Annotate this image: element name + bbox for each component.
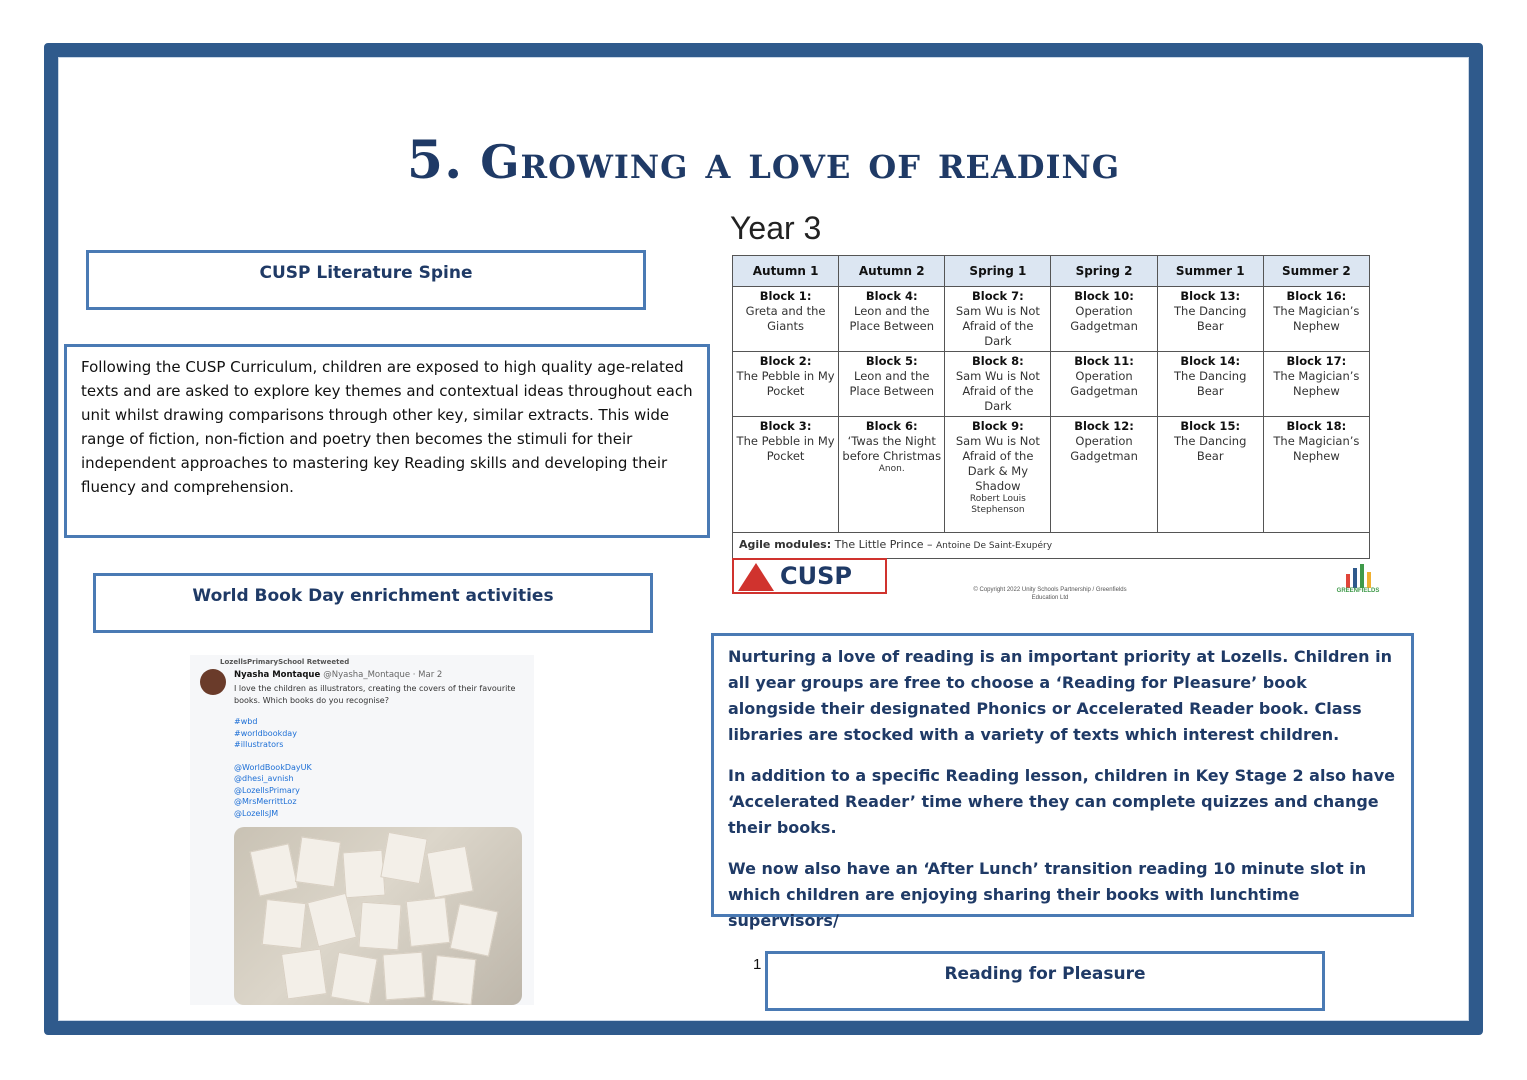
agile-modules-cell: [733, 533, 1370, 559]
column-header: Spring 2: [1051, 256, 1157, 287]
book-cover-drawing: [281, 948, 327, 999]
wbd-heading-box: [93, 573, 653, 633]
block-number: Block 10:: [1074, 289, 1134, 303]
table-row: [733, 287, 1370, 352]
book-title: Leon and the Place Between: [849, 369, 935, 398]
table-cell: [839, 287, 945, 352]
block-number: Block 3:: [759, 419, 812, 433]
year-label: Year 3: [730, 210, 822, 246]
book-cover-drawing: [262, 899, 307, 949]
reading-pleasure-heading-box: [765, 951, 1325, 1011]
block-number: Block 4:: [865, 289, 918, 303]
book-title: The Magician’s Nephew: [1273, 434, 1360, 463]
block-number: Block 7:: [972, 289, 1024, 303]
block-number: Block 16:: [1286, 289, 1347, 303]
tweet-author: [234, 670, 442, 680]
cusp-spine-paragraph: Following the CUSP Curriculum, children are exposed to high quality age-related texts and are asked to explore key themes and contextual ideas throughout each unit whilst drawing comparisons through other key, similar extracts. This wide range of fiction, non-fiction and poetry then becomes the stimuli for their independent approaches to mastering key Reading skills and developing their fluency and comprehension.: [81, 358, 693, 496]
table-cell: [1051, 417, 1157, 533]
tweet-text: I love the children as illustrators, creating the covers of their favourite books. Which books do you recognise?: [234, 684, 516, 705]
tweet-author-name: Nyasha Montaque: [234, 670, 321, 680]
table-row: [733, 417, 1370, 533]
retweet-label: LozellsPrimarySchool Retweeted: [220, 658, 350, 666]
column-header: Summer 1: [1157, 256, 1263, 287]
table-cell: [1263, 352, 1369, 417]
book-cover-drawing: [450, 903, 499, 956]
greenfields-logo: [1336, 560, 1380, 598]
block-number: Block 18:: [1286, 419, 1347, 433]
block-number: Block 5:: [865, 354, 918, 368]
block-number: Block 8:: [972, 354, 1024, 368]
table-cell: [1051, 352, 1157, 417]
book-title: The Pebble in My Pocket: [736, 369, 835, 398]
title-text: Growing a love of reading: [480, 135, 1121, 189]
book-author: Anon.: [878, 464, 905, 474]
pleasure-paragraph: In addition to a specific Reading lesson, children in Key Stage 2 also have ‘Accelerated Reader’ time where they can complete quizzes and change their books.: [728, 766, 1396, 837]
book-cover-drawing: [342, 850, 385, 899]
pleasure-paragraph: Nurturing a love of reading is an important priority at Lozells. Children in all year groups are free to choose a ‘Reading for Pleasure’ book alongside their designated Phonics or Accelerated Reader book. Class libraries are stocked with a variety of texts which interest children.: [728, 647, 1392, 744]
table-cell: [733, 287, 839, 352]
agile-label: Agile modules:: [739, 538, 832, 551]
agile-book: The Little Prince –: [834, 538, 933, 551]
tweet-screenshot: [190, 655, 534, 1005]
tweet-body: [234, 683, 524, 819]
column-header: Summer 2: [1263, 256, 1369, 287]
block-number: Block 11:: [1074, 354, 1134, 368]
cusp-spine-paragraph-box: [64, 344, 710, 538]
book-cover-drawing: [250, 843, 299, 896]
book-title: The Magician’s Nephew: [1273, 304, 1360, 333]
table-cell: [839, 417, 945, 533]
table-cell: [1157, 417, 1263, 533]
cusp-spine-heading-box: [86, 250, 646, 310]
book-title: The Dancing Bear: [1174, 369, 1247, 398]
cusp-logo: [732, 558, 887, 594]
table-cell: [1157, 352, 1263, 417]
book-title: The Dancing Bear: [1174, 434, 1247, 463]
block-number: Block 9:: [972, 419, 1024, 433]
book-cover-drawing: [432, 955, 477, 1005]
tweet-tag: @LozellsJM: [234, 808, 279, 818]
book-cover-drawing: [382, 952, 425, 1001]
book-title: Leon and the Place Between: [849, 304, 935, 333]
table-cell: [945, 287, 1051, 352]
wbd-heading: World Book Day enrichment activities: [192, 586, 554, 606]
tweet-tag: #worldbookday: [234, 728, 297, 738]
literature-spine-table: [732, 255, 1370, 559]
avatar: [200, 669, 226, 695]
book-title: Operation Gadgetman: [1070, 369, 1138, 398]
book-cover-drawing: [295, 836, 341, 887]
book-author: Robert Louis Stephenson: [969, 494, 1026, 515]
table-cell: [945, 352, 1051, 417]
copyright-notice: © Copyright 2022 Unity Schools Partnership / Greenfields Education Ltd: [973, 587, 1127, 601]
block-number: Block 12:: [1074, 419, 1134, 433]
reading-pleasure-heading: Reading for Pleasure: [944, 964, 1146, 984]
block-number: Block 15:: [1180, 419, 1241, 433]
page-number: 1: [753, 956, 762, 973]
column-header: Spring 1: [945, 256, 1051, 287]
tweet-handle: @Nyasha_Montaque · Mar 2: [323, 670, 443, 680]
tweet-tag: @dhesi_avnish: [234, 774, 294, 783]
block-number: Block 13:: [1180, 289, 1241, 303]
tweet-tag-spacer: [234, 751, 524, 762]
greenfields-logo-text: GREENFIELDS: [1336, 588, 1380, 594]
book-title: Sam Wu is Not Afraid of the Dark: [955, 369, 1040, 413]
book-title: The Dancing Bear: [1174, 304, 1247, 333]
reading-pleasure-paragraph-box: [711, 633, 1414, 930]
block-number: Block 6:: [865, 419, 918, 433]
title-number: 5.: [406, 130, 464, 191]
cusp-spine-heading: CUSP Literature Spine: [259, 263, 473, 283]
book-title: Sam Wu is Not Afraid of the Dark: [955, 304, 1040, 348]
table-cell: [1051, 287, 1157, 352]
book-title: Operation Gadgetman: [1070, 434, 1138, 463]
agile-author: Antoine De Saint-Exupéry: [936, 541, 1053, 551]
tweet-photo: [234, 827, 522, 1005]
block-number: Block 2:: [759, 354, 812, 368]
book-title: ‘Twas the Night before Christmas: [842, 434, 942, 463]
table-cell: [839, 352, 945, 417]
block-number: Block 17:: [1286, 354, 1347, 368]
tweet-tag: @MrsMerrittLoz: [234, 797, 297, 806]
book-title: The Pebble in My Pocket: [736, 434, 835, 463]
book-cover-drawing: [380, 832, 427, 884]
tweet-tag: @LozellsPrimary: [234, 785, 300, 795]
block-number: Block 1:: [759, 289, 812, 303]
table-cell: [1263, 287, 1369, 352]
tweet-tag: #illustrators: [234, 740, 284, 749]
book-cover-drawing: [426, 846, 473, 898]
table-header-row: [733, 256, 1370, 287]
page-title: [0, 130, 1527, 191]
table-row: [733, 352, 1370, 417]
column-header: Autumn 1: [733, 256, 839, 287]
table-cell: [1263, 417, 1369, 533]
table-row-agile: [733, 533, 1370, 559]
book-title: Sam Wu is Not Afraid of the Dark & My Shadow: [955, 434, 1040, 493]
book-cover-drawing: [358, 902, 401, 951]
tweet-tag: #wbd: [234, 717, 258, 726]
book-cover-drawing: [307, 893, 357, 947]
book-title: Greta and the Giants: [745, 304, 826, 333]
pleasure-paragraph: We now also have an ‘After Lunch’ transition reading 10 minute slot in which children are enjoying sharing their books with lunchtime supervisors/: [728, 859, 1367, 930]
table-cell: [733, 352, 839, 417]
block-number: Block 14:: [1180, 354, 1241, 368]
book-title: Operation Gadgetman: [1070, 304, 1138, 333]
cusp-logo-text: CUSP: [780, 562, 852, 590]
table-cell: [945, 417, 1051, 533]
table-cell: [1157, 287, 1263, 352]
cusp-triangle-icon: [738, 563, 774, 591]
book-cover-drawing: [330, 952, 377, 1004]
book-cover-drawing: [406, 897, 451, 947]
column-header: Autumn 2: [839, 256, 945, 287]
table-cell: [733, 417, 839, 533]
book-title: The Magician’s Nephew: [1273, 369, 1360, 398]
tweet-tag: @WorldBookDayUK: [234, 762, 312, 772]
